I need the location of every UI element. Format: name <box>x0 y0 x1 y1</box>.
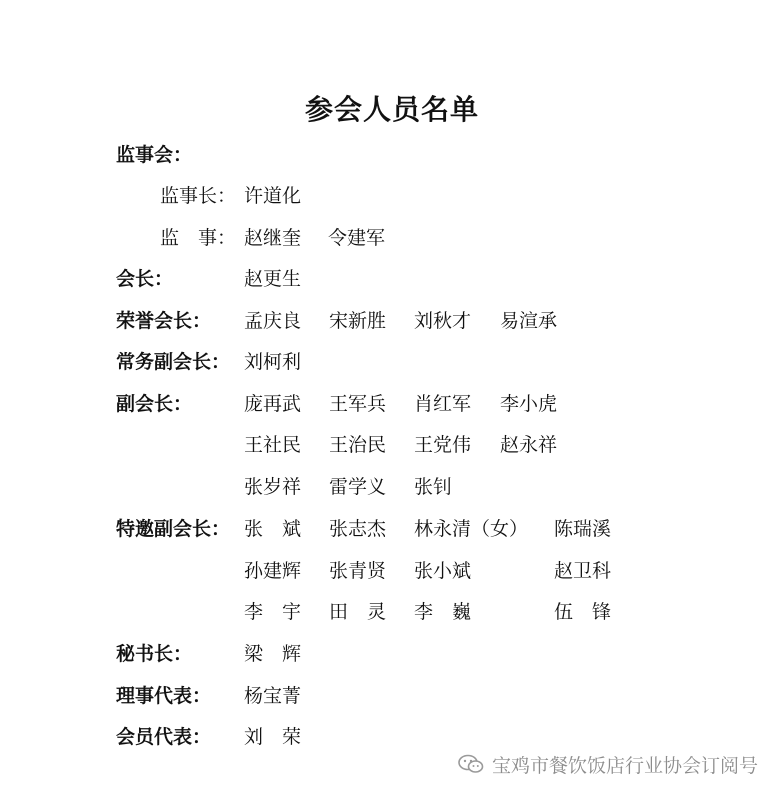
name-supervisor-1: 赵继奎 <box>244 227 302 249</box>
label-supervisor: 监 事： <box>160 227 237 249</box>
name-member-representative: 刘 荣 <box>244 726 302 748</box>
name-vice-president: 雷学义 <box>329 476 387 498</box>
name-special-vice-president: 孙建辉 <box>244 560 302 582</box>
name-special-vice-president: 李 巍 <box>414 601 472 623</box>
name-special-vice-president: 张志杰 <box>329 518 387 540</box>
name-vice-president: 庞再武 <box>244 393 302 415</box>
name-vice-president: 李小虎 <box>500 393 558 415</box>
name-vice-president: 王军兵 <box>329 393 387 415</box>
name-special-vice-president: 张 斌 <box>244 518 302 540</box>
name-special-vice-president: 赵卫科 <box>554 560 612 582</box>
name-special-vice-president: 张青贤 <box>329 560 387 582</box>
name-honorary-2: 宋新胜 <box>329 310 387 332</box>
section-label-secretary-general: 秘书长： <box>116 643 193 665</box>
section-label-member-representative: 会员代表： <box>116 726 212 748</box>
name-honorary-1: 孟庆良 <box>244 310 302 332</box>
name-honorary-4: 易渲承 <box>500 310 558 332</box>
name-executive-vice-president: 刘柯利 <box>244 351 302 373</box>
name-vice-president: 王党伟 <box>414 434 472 456</box>
wechat-icon <box>458 754 484 774</box>
name-council-representative: 杨宝菁 <box>244 685 302 707</box>
name-secretary-general: 梁 辉 <box>244 643 302 665</box>
name-special-vice-president: 陈瑞溪 <box>554 518 612 540</box>
name-vice-president: 赵永祥 <box>500 434 558 456</box>
name-special-vice-president: 伍 锋 <box>554 601 612 623</box>
watermark <box>458 748 758 780</box>
label-chief-supervisor: 监事长： <box>160 185 237 207</box>
section-label-honorary-president: 荣誉会长： <box>116 310 212 332</box>
name-special-vice-president: 张小斌 <box>414 560 472 582</box>
name-vice-president: 肖红军 <box>414 393 472 415</box>
section-label-executive-vice-president: 常务副会长： <box>116 351 231 373</box>
section-label-council-representative: 理事代表： <box>116 685 212 707</box>
name-vice-president: 张钊 <box>414 476 453 498</box>
page-title: 参会人员名单 <box>304 93 479 126</box>
name-special-vice-president: 田 灵 <box>329 601 387 623</box>
name-chief-supervisor: 许道化 <box>244 185 302 207</box>
name-vice-president: 王治民 <box>329 434 387 456</box>
name-special-vice-president: 林永清（女） <box>414 518 529 540</box>
watermark-text: 宝鸡市餐饮饭店行业协会订阅号 <box>492 754 759 777</box>
section-label-supervisory-board: 监事会： <box>116 144 193 166</box>
name-vice-president: 王社民 <box>244 434 302 456</box>
name-president: 赵更生 <box>244 268 302 290</box>
section-label-special-vice-president: 特邀副会长： <box>116 518 231 540</box>
name-honorary-3: 刘秋才 <box>414 310 472 332</box>
name-supervisor-2: 令建军 <box>328 227 386 249</box>
name-vice-president: 张岁祥 <box>244 476 302 498</box>
name-special-vice-president: 李 宇 <box>244 601 302 623</box>
section-label-vice-president: 副会长： <box>116 393 193 415</box>
section-label-president: 会长： <box>116 268 174 290</box>
